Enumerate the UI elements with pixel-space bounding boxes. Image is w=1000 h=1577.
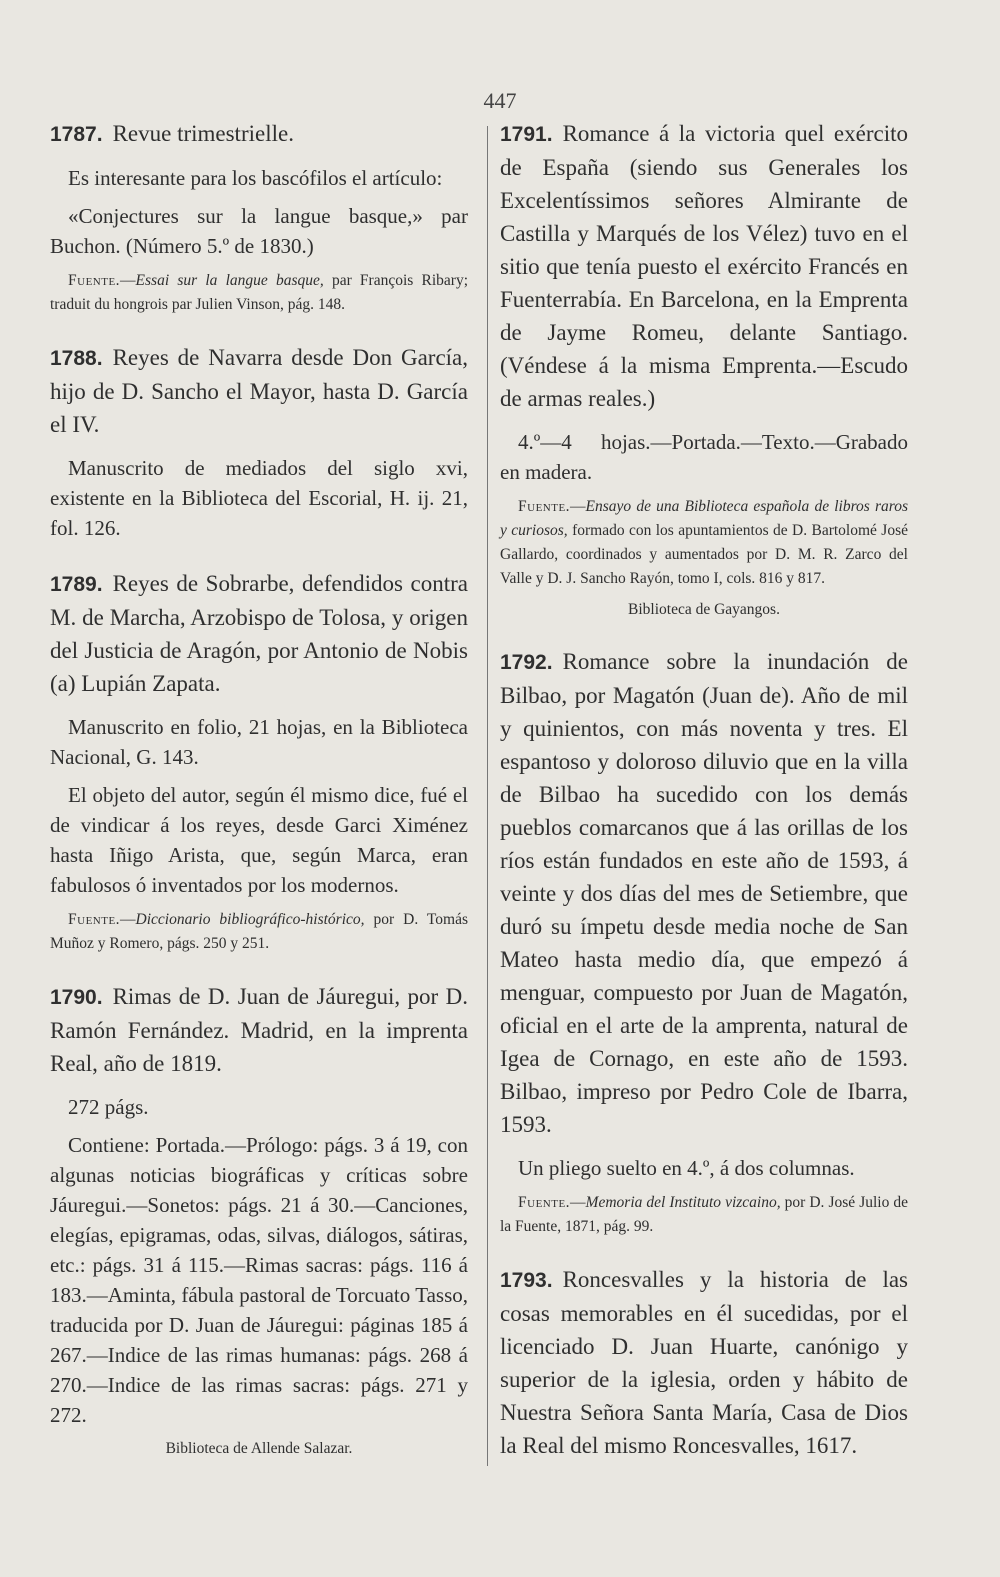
entry-number: 1793.	[500, 1269, 553, 1292]
entry-paragraph: 4.º—4 hojas.—Portada.—Texto.—Grabado en madera.	[500, 430, 908, 484]
entry-title: Rimas de D. Juan de Jáuregui, por D. Ramón Fernández. Madrid, en la imprenta Real, año de 1819.	[50, 984, 468, 1076]
entry-heading	[50, 117, 468, 151]
entry-number: 1787.	[50, 123, 103, 146]
entry-1788	[50, 341, 468, 543]
source-label: Fuente.	[518, 1194, 571, 1211]
source-title: Diccionario bibliográfico-histórico,	[135, 911, 365, 928]
entry-heading	[50, 341, 468, 441]
entry-source: Fuente.—Essai sur la langue basque, par François Ribary; traduit du hongrois par Julien Vinson, pág. 148.	[50, 272, 469, 313]
entry-title: Revue trimestrielle.	[112, 121, 294, 146]
entry-title: Roncesvalles y la historia de las cosas memorables en él sucedidas, por el licenciado D. Juan Huarte, canónigo y superior de la iglesia, orden y hábito de Nuestra Señora Santa María, Casa de Dios la Real del mismo Roncesvalles, 1617.	[500, 1267, 908, 1458]
entry-1793	[500, 1263, 908, 1462]
entry-paragraph: Es interesante para los bascófilos el artículo:	[68, 166, 443, 190]
entry-1791	[500, 117, 908, 621]
entry-paragraph: Un pliego suelto en 4.º, á dos columnas.	[518, 1156, 855, 1180]
entry-heading	[500, 645, 908, 1141]
entry-paragraph: Manuscrito de mediados del siglo xvi, existente en la Biblioteca del Escorial, H. ij. 21, fol. 126.	[50, 456, 468, 540]
entry-source: Fuente.—Ensayo de una Biblioteca española de libros raros y curiosos, formado con los apuntamientos de D. Bartolomé José Gallardo, coordinados y aumentados por D. M. R. Zarco del Valle y D. J. Sancho Rayón, tomo I, cols. 816 y 817.	[500, 498, 908, 587]
entry-paragraph: «Conjectures sur la langue basque,» par Buchon. (Número 5.º de 1830.)	[50, 204, 468, 258]
entry-number: 1791.	[500, 123, 553, 146]
entry-paragraph: El objeto del autor, según él mismo dice, fué el de vindicar á los reyes, desde Garci Ximénez hasta Iñigo Arista, que, según Marca, eran fabulosos ó inventados por los modernos.	[50, 783, 468, 897]
entry-paragraph: Manuscrito en folio, 21 hojas, en la Biblioteca Nacional, G. 143.	[50, 715, 468, 769]
right-column	[500, 117, 908, 1486]
left-column	[50, 117, 468, 1484]
source-label: Fuente.	[68, 272, 121, 289]
source-title: Essai sur la langue basque,	[135, 272, 324, 289]
entry-title: Romance sobre la inundación de Bilbao, por Magatón (Juan de). Año de mil y quinientos, con más noventa y tres. El espantoso y doloroso diluvio que en la villa de Bilbao ha sucedido con los demás pueblos comarcanos que á las orillas de los ríos están fundados en este año de 1593, á veinte y dos días del mes de Setiembre, que duró su ímpetu desde media noche de San Mateo hasta medio día, que empezó á menguar, compuesto por Juan de Magatón, oficial en el arte de la amprenta, natural de Igea de Cornago, en este año de 1593. Bilbao, impreso por Pedro Cole de Ibarra, 1593.	[500, 649, 908, 1137]
source-details: formado con los apuntamientos de D. Bartolomé José Gallardo, coordinados y aumentados por D. M. R. Zarco del Valle y D. J. Sancho Rayón, tomo I, cols. 816 y 817.	[500, 522, 908, 587]
source-label: Fuente.	[68, 911, 121, 928]
entry-source: Fuente.—Memoria del Instituto vizcaino, por D. José Julio de la Fuente, 1871, pág. 99.	[500, 1194, 909, 1235]
source-details: par François Ribary; traduit du hongrois par Julien Vinson, pág. 148.	[50, 272, 469, 313]
library-note: Biblioteca de Gayangos.	[628, 601, 780, 618]
entry-1792	[500, 645, 908, 1239]
entry-number: 1789.	[50, 573, 103, 596]
entry-number: 1790.	[50, 986, 103, 1009]
source-title: Memoria del Instituto vizcaino,	[585, 1194, 781, 1211]
source-label: Fuente.	[518, 498, 571, 515]
source-title: Ensayo de una Biblioteca española de libros raros y curiosos,	[500, 498, 908, 539]
entry-1789	[50, 567, 468, 956]
library-note: Biblioteca de Allende Salazar.	[165, 1440, 353, 1457]
entry-heading	[500, 1263, 908, 1462]
entry-paragraph: 272 págs.	[68, 1095, 149, 1119]
entry-heading	[50, 980, 468, 1080]
entry-number: 1788.	[50, 347, 103, 370]
column-divider	[487, 126, 488, 1466]
entry-title: Romance á la victoria quel exército de España (siendo sus Generales los Excelentíssimos señores Almirante de Castilla y Marqués de los Vélez) tuvo en el sitio que tenía puesto el exército Francés en Fuenterrabía. En Barcelona, en la Emprenta de Jayme Romeu, delante Santiago. (Véndese á la misma Emprenta.—Escudo de armas reales.)	[500, 121, 908, 411]
entry-number: 1792.	[500, 651, 553, 674]
entry-heading	[50, 567, 468, 700]
entry-title: Reyes de Sobrarbe, defendidos contra M. de Marcha, Arzobispo de Tolosa, y origen del Justicia de Aragón, por Antonio de Nobis (a) Lupián Zapata.	[50, 571, 468, 696]
source-details: por D. Tomás Muñoz y Romero, págs. 250 y 251.	[50, 911, 469, 952]
entry-1790	[50, 980, 468, 1460]
entry-title: Reyes de Navarra desde Don García, hijo de D. Sancho el Mayor, hasta D. García el IV.	[50, 345, 468, 437]
entry-paragraph: Contiene: Portada.—Prólogo: págs. 3 á 19, con algunas noticias biográficas y críticas sobre Jáuregui.—Sonetos: págs. 21 á 30.—Canciones, elegías, epigramas, odas, silvas, diálogos, sátiras, etc.: págs. 31 á 115.—Rimas sacras: págs. 116 á 183.—Aminta, fábula pastoral de Torcuato Tasso, traducida por D. Juan de Jáuregui: páginas 185 á 267.—Indice de las rimas humanas: págs. 268 á 270.—Indice de las rimas sacras: págs. 271 y 272.	[50, 1133, 468, 1427]
source-details: por D. José Julio de la Fuente, 1871, pág. 99.	[500, 1194, 909, 1235]
entry-heading	[500, 117, 908, 415]
entry-1787	[50, 117, 468, 317]
page-number: 447	[483, 88, 517, 113]
entry-source: Fuente.—Diccionario bibliográfico-histórico, por D. Tomás Muñoz y Romero, págs. 250 y 251.	[50, 911, 469, 952]
